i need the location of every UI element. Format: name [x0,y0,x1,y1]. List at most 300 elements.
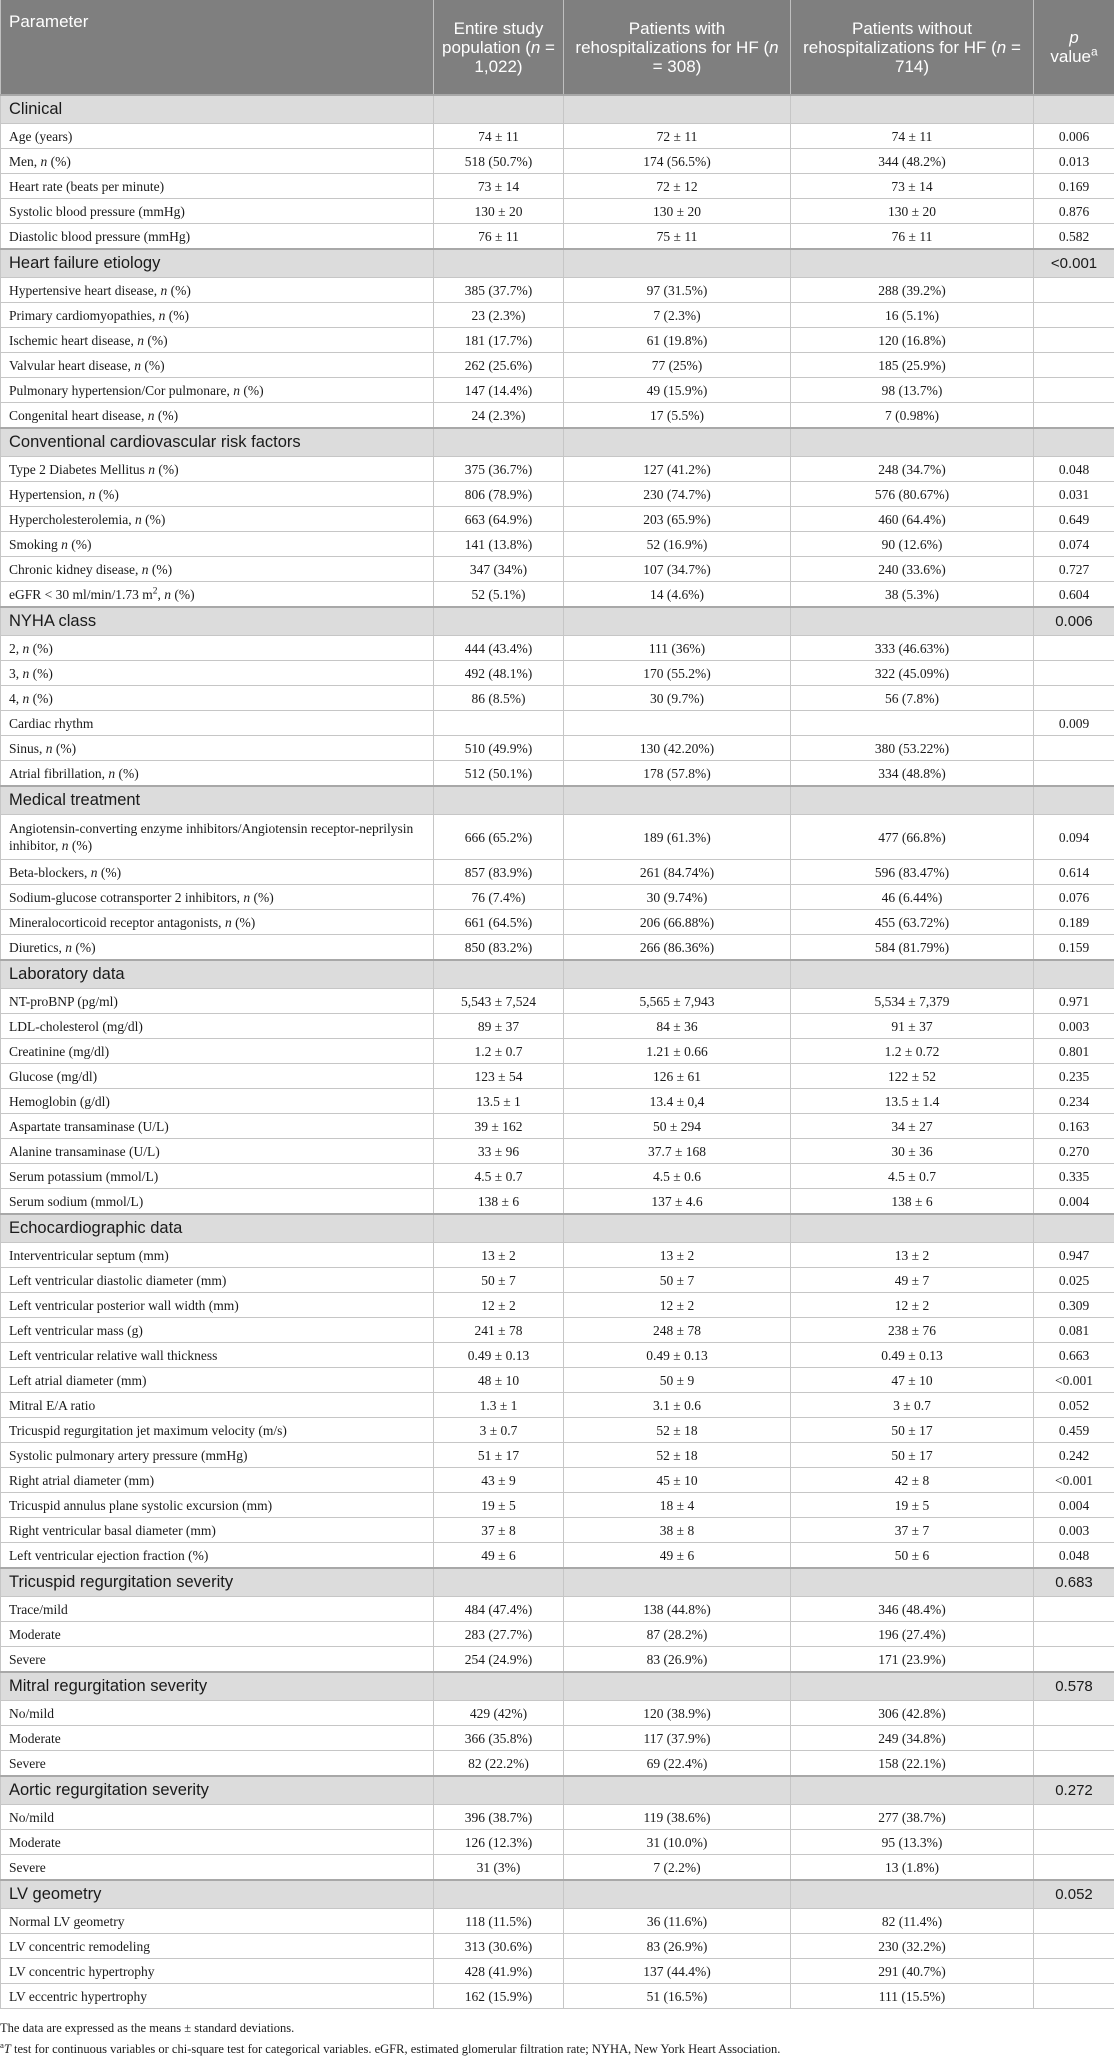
section-p-value [1034,428,1114,457]
with-rehospitalization-cell: 83 (26.9%) [564,1647,791,1673]
section-title: NYHA class [1,607,434,636]
empty-cell [564,95,791,124]
without-rehospitalization-cell: 346 (48.4%) [791,1597,1034,1622]
n-symbol: n [88,486,96,502]
with-rehospitalization-cell: 117 (37.9%) [564,1726,791,1751]
entire-population-cell: 428 (41.9%) [434,1959,564,1984]
without-rehospitalization-cell: 171 (23.9%) [791,1647,1034,1673]
p-value-cell [1034,1909,1114,1934]
p-value-cell [1034,1855,1114,1881]
entire-population-cell: 254 (24.9%) [434,1647,564,1673]
p-value-cell [1034,303,1114,328]
parameter-suffix: (%) [29,665,53,681]
with-rehospitalization-cell: 7 (2.2%) [564,1855,791,1881]
with-rehospitalization-cell: 137 (44.4%) [564,1959,791,1984]
with-rehospitalization-cell: 36 (11.6%) [564,1909,791,1934]
parameter-cell [1,303,434,328]
p-value-cell: 0.003 [1034,1518,1114,1543]
without-rehospitalization-cell: 50 ± 17 [791,1443,1034,1468]
table-row [1,935,1114,961]
parameter-cell [1,1543,434,1569]
p-value-cell: 0.663 [1034,1343,1114,1368]
parameter-label: Creatinine (mg/dl) [9,1043,110,1059]
section-header-row [1,960,1114,989]
p-value-cell: 0.234 [1034,1089,1114,1114]
parameter-cell [1,1751,434,1777]
entire-population-cell: 147 (14.4%) [434,378,564,403]
n-symbol: n [224,914,232,930]
entire-population-cell [434,711,564,736]
without-rehospitalization-cell: 576 (80.67%) [791,482,1034,507]
parameter-cell [1,935,434,961]
table-row [1,1139,1114,1164]
section-title: Tricuspid regurgitation severity [1,1568,434,1597]
with-rehospitalization-cell: 130 (42.20%) [564,736,791,761]
without-rehospitalization-cell: 73 ± 14 [791,174,1034,199]
with-rehospitalization-cell: 45 ± 10 [564,1468,791,1493]
p-value-cell [1034,328,1114,353]
parameter-label: Beta-blockers, [9,864,91,880]
parameter-cell [1,661,434,686]
without-rehospitalization-cell: 240 (33.6%) [791,557,1034,582]
p-value-cell: 0.971 [1034,989,1114,1014]
with-rehospitalization-cell: 126 ± 61 [564,1064,791,1089]
p-value-cell: 0.270 [1034,1139,1114,1164]
without-rehospitalization-cell: 596 (83.47%) [791,860,1034,885]
without-rehospitalization-cell: 90 (12.6%) [791,532,1034,557]
section-title: Clinical [1,95,434,124]
table-row [1,989,1114,1014]
entire-population-cell: 850 (83.2%) [434,935,564,961]
n-symbol: n [134,511,142,527]
empty-cell [564,960,791,989]
without-rehospitalization-cell: 158 (22.1%) [791,1751,1034,1777]
entire-population-cell: 89 ± 37 [434,1014,564,1039]
n-symbol: n [22,665,30,681]
table-row [1,1934,1114,1959]
entire-population-cell: 512 (50.1%) [434,761,564,787]
parameter-cell [1,174,434,199]
empty-cell [564,1214,791,1243]
parameter-label-cont: , [157,586,165,602]
parameter-cell [1,910,434,935]
without-rehospitalization-cell: 322 (45.09%) [791,661,1034,686]
without-rehospitalization-cell: 13.5 ± 1.4 [791,1089,1034,1114]
section-title: Mitral regurgitation severity [1,1672,434,1701]
without-rehospitalization-cell: 120 (16.8%) [791,328,1034,353]
entire-population-cell: 86 (8.5%) [434,686,564,711]
empty-cell [434,607,564,636]
parameter-label: LV concentric hypertrophy [9,1963,155,1979]
parameter-cell [1,1164,434,1189]
parameter-suffix: (%) [231,914,256,930]
with-rehospitalization-cell: 137 ± 4.6 [564,1189,791,1215]
section-p-value: 0.052 [1034,1880,1114,1909]
without-rehospitalization-cell: 138 ± 6 [791,1189,1034,1215]
table-row [1,1543,1114,1569]
p-value-cell: 0.076 [1034,885,1114,910]
without-rehospitalization-cell: 288 (39.2%) [791,278,1034,303]
parameter-cell [1,149,434,174]
entire-population-cell: 82 (22.2%) [434,1751,564,1777]
table-row [1,149,1114,174]
entire-population-cell: 262 (25.6%) [434,353,564,378]
n-symbol: n [134,357,141,373]
parameter-suffix: (%) [141,511,166,527]
entire-population-cell: 48 ± 10 [434,1368,564,1393]
table-row [1,1701,1114,1726]
empty-cell [791,1568,1034,1597]
parameter-label: Primary cardiomyopathies, [9,307,159,323]
with-rehospitalization-cell: 69 (22.4%) [564,1751,791,1777]
header-row [1,0,1114,95]
parameter-label: Cardiac rhythm [9,715,94,731]
with-rehospitalization-cell: 49 (15.9%) [564,378,791,403]
parameter-label: Smoking [9,536,62,552]
n-symbol: n [61,536,68,552]
entire-population-cell: 43 ± 9 [434,1468,564,1493]
with-rehospitalization-cell: 72 ± 11 [564,124,791,149]
with-rehospitalization-cell: 3.1 ± 0.6 [564,1393,791,1418]
entire-population-cell: 51 ± 17 [434,1443,564,1468]
parameter-suffix: (%) [148,561,173,577]
with-rehospitalization-cell: 138 (44.8%) [564,1597,791,1622]
parameter-cell [1,1293,434,1318]
section-p-value: 0.578 [1034,1672,1114,1701]
n-symbol: n [243,889,251,905]
parameter-cell [1,686,434,711]
p-value-cell: 0.947 [1034,1243,1114,1268]
without-rehospitalization-cell: 3 ± 0.7 [791,1393,1034,1418]
parameter-cell [1,1805,434,1830]
without-rehospitalization-cell: 82 (11.4%) [791,1909,1034,1934]
without-rehospitalization-cell: 248 (34.7%) [791,457,1034,482]
parameter-label: Atrial fibrillation, [9,765,109,781]
without-rehospitalization-cell: 91 ± 37 [791,1014,1034,1039]
with-rehospitalization-cell: 203 (65.9%) [564,507,791,532]
with-rehospitalization-cell: 130 ± 20 [564,199,791,224]
empty-cell [434,786,564,815]
table-row [1,1164,1114,1189]
without-rehospitalization-cell: 49 ± 7 [791,1268,1034,1293]
section-title: Conventional cardiovascular risk factors [1,428,434,457]
entire-population-cell: 1.3 ± 1 [434,1393,564,1418]
p-value-cell: 0.309 [1034,1293,1114,1318]
with-rehospitalization-cell: 84 ± 36 [564,1014,791,1039]
without-rehospitalization-cell: 333 (46.63%) [791,636,1034,661]
without-rehospitalization-cell: 230 (32.2%) [791,1934,1034,1959]
parameter-label: Ischemic heart disease, [9,332,138,348]
p-value-cell [1034,1984,1114,2009]
parameter-suffix: (%) [29,640,53,656]
parameter-cell [1,761,434,787]
without-rehospitalization-cell: 334 (48.8%) [791,761,1034,787]
p-value-cell: 0.048 [1034,457,1114,482]
parameter-label: Normal LV geometry [9,1913,125,1929]
with-rehospitalization-cell: 13 ± 2 [564,1243,791,1268]
p-value-cell: 0.048 [1034,1543,1114,1569]
parameter-cell [1,1701,434,1726]
without-rehospitalization-cell: 111 (15.5%) [791,1984,1034,2009]
p-value-cell: 0.004 [1034,1189,1114,1215]
table-body [1,95,1114,2009]
p-value-cell [1034,1647,1114,1673]
empty-cell [434,960,564,989]
with-rehospitalization-cell: 61 (19.8%) [564,328,791,353]
entire-population-cell: 484 (47.4%) [434,1597,564,1622]
section-header-row [1,607,1114,636]
entire-population-cell: 130 ± 20 [434,199,564,224]
empty-cell [434,1214,564,1243]
p-value-cell [1034,378,1114,403]
without-rehospitalization-cell: 196 (27.4%) [791,1622,1034,1647]
parameter-label: Systolic pulmonary artery pressure (mmHg) [9,1447,248,1463]
n-symbol: n [45,740,53,756]
n-symbol: n [233,382,240,398]
with-rehospitalization-cell: 4.5 ± 0.6 [564,1164,791,1189]
p-value-cell [1034,1805,1114,1830]
table-row [1,582,1114,608]
table-row [1,686,1114,711]
p-value-cell: 0.163 [1034,1114,1114,1139]
without-rehospitalization-cell: 47 ± 10 [791,1368,1034,1393]
table-row [1,885,1114,910]
table-row [1,860,1114,885]
parameter-label: Diuretics, [9,939,66,955]
with-rehospitalization-cell: 17 (5.5%) [564,403,791,429]
empty-cell [791,249,1034,278]
table-row [1,1318,1114,1343]
p-value-cell: 0.052 [1034,1393,1114,1418]
parameter-label: Mitral E/A ratio [9,1397,96,1413]
p-value-cell [1034,636,1114,661]
p-value-cell [1034,1726,1114,1751]
without-rehospitalization-cell: 460 (64.4%) [791,507,1034,532]
header-without-rehospitalization: Patients without rehospitalizations for HF (n = 714) [791,0,1034,95]
entire-population-cell: 518 (50.7%) [434,149,564,174]
p-value-cell [1034,736,1114,761]
parameter-cell [1,353,434,378]
footnote-statistical-tests: $^a$T test for continuous variables or chi-square test for categorical variables. eGFR, estimated glomerular filtration rate; NYHA, New York Heart Association. [0,2039,781,2056]
empty-cell [564,1880,791,1909]
parameter-suffix: (%) [67,536,92,552]
parameter-label: No/mild [9,1809,55,1825]
table-row [1,1343,1114,1368]
p-value-cell [1034,1751,1114,1777]
entire-population-cell: 3 ± 0.7 [434,1418,564,1443]
table-row [1,1039,1114,1064]
with-rehospitalization-cell: 206 (66.88%) [564,910,791,935]
entire-population-cell: 49 ± 6 [434,1543,564,1569]
parameter-label: Systolic blood pressure (mmHg) [9,203,185,219]
table-row [1,1393,1114,1418]
parameter-label: Right ventricular basal diameter (mm) [9,1522,216,1538]
parameter-label: Hypercholesterolemia, [9,511,135,527]
parameter-cell [1,457,434,482]
with-rehospitalization-cell: 52 (16.9%) [564,532,791,557]
without-rehospitalization-cell: 5,534 ± 7,379 [791,989,1034,1014]
table-row [1,557,1114,582]
parameter-label: Men, [9,153,41,169]
with-rehospitalization-cell: 119 (38.6%) [564,1805,791,1830]
entire-population-cell: 31 (3%) [434,1855,564,1881]
table-row [1,1089,1114,1114]
n-symbol: n [65,939,72,955]
parameter-label: Pulmonary hypertension/Cor pulmonare, [9,382,234,398]
entire-population-cell: 283 (27.7%) [434,1622,564,1647]
p-value-cell: 0.727 [1034,557,1114,582]
parameter-cell [1,1243,434,1268]
with-rehospitalization-cell: 189 (61.3%) [564,815,791,860]
table-row [1,482,1114,507]
section-header-row [1,249,1114,278]
entire-population-cell: 24 (2.3%) [434,403,564,429]
parameter-cell [1,1647,434,1673]
table-row [1,303,1114,328]
without-rehospitalization-cell: 122 ± 52 [791,1064,1034,1089]
p-value-cell: 0.003 [1034,1014,1114,1039]
section-p-value: 0.683 [1034,1568,1114,1597]
with-rehospitalization-cell: 7 (2.3%) [564,303,791,328]
table-row [1,1959,1114,1984]
entire-population-cell: 50 ± 7 [434,1268,564,1293]
parameter-cell [1,1959,434,1984]
parameter-label: Left ventricular ejection fraction (%) [9,1547,209,1563]
entire-population-cell: 510 (49.9%) [434,736,564,761]
entire-population-cell: 123 ± 54 [434,1064,564,1089]
parameter-label: Alanine transaminase (U/L) [9,1143,160,1159]
parameter-label: Severe [9,1651,46,1667]
table-row [1,636,1114,661]
table-footnotes [0,2013,1114,2057]
section-title: Medical treatment [1,786,434,815]
with-rehospitalization-cell: 170 (55.2%) [564,661,791,686]
empty-cell [791,607,1034,636]
table-row [1,1518,1114,1543]
n-symbol: n [137,332,144,348]
table-row [1,736,1114,761]
with-rehospitalization-cell: 77 (25%) [564,353,791,378]
table-row [1,1751,1114,1777]
p-value-cell: 0.159 [1034,935,1114,961]
parameter-label: No/mild [9,1705,55,1721]
without-rehospitalization-cell: 98 (13.7%) [791,378,1034,403]
without-rehospitalization-cell: 238 ± 76 [791,1318,1034,1343]
with-rehospitalization-cell: 30 (9.7%) [564,686,791,711]
without-rehospitalization-cell: 13 (1.8%) [791,1855,1034,1881]
empty-cell [564,786,791,815]
with-rehospitalization-cell: 13.4 ± 0,4 [564,1089,791,1114]
table-row [1,761,1114,787]
with-rehospitalization-cell: 52 ± 18 [564,1443,791,1468]
parameter-label: Moderate [9,1626,61,1642]
parameter-cell [1,711,434,736]
p-value-cell: 0.169 [1034,174,1114,199]
parameter-cell [1,224,434,250]
entire-population-cell: 39 ± 162 [434,1114,564,1139]
table-row [1,1622,1114,1647]
p-value-cell: 0.031 [1034,482,1114,507]
with-rehospitalization-cell: 111 (36%) [564,636,791,661]
parameter-cell [1,328,434,353]
section-title: Laboratory data [1,960,434,989]
n-symbol: n [22,690,30,706]
table-row [1,507,1114,532]
with-rehospitalization-cell: 51 (16.5%) [564,1984,791,2009]
empty-cell [791,428,1034,457]
parameter-cell [1,1830,434,1855]
parameter-cell [1,1493,434,1518]
without-rehospitalization-cell: 306 (42.8%) [791,1701,1034,1726]
parameter-label: Aspartate transaminase (U/L) [9,1118,169,1134]
parameter-suffix: (%) [143,332,168,348]
n-symbol: n [108,765,116,781]
parameter-suffix: (%) [97,864,122,880]
parameter-suffix: (%) [165,307,189,323]
with-rehospitalization-cell: 50 ± 7 [564,1268,791,1293]
parameter-label: Hypertension, [9,486,89,502]
table-row [1,1830,1114,1855]
empty-cell [434,428,564,457]
parameter-label: Sinus, [9,740,46,756]
table-row [1,1468,1114,1493]
p-value-cell: 0.004 [1034,1493,1114,1518]
without-rehospitalization-cell: 50 ± 6 [791,1543,1034,1569]
with-rehospitalization-cell: 50 ± 294 [564,1114,791,1139]
n-symbol: n [40,153,48,169]
with-rehospitalization-cell: 107 (34.7%) [564,557,791,582]
without-rehospitalization-cell: 95 (13.3%) [791,1830,1034,1855]
parameter-suffix: (%) [239,382,264,398]
empty-cell [434,1776,564,1805]
parameter-cell [1,124,434,149]
parameter-cell [1,532,434,557]
table-row [1,1368,1114,1393]
parameter-label: NT-proBNP (pg/ml) [9,993,118,1009]
empty-cell [791,960,1034,989]
parameter-label: Mineralocorticoid receptor antagonists, [9,914,225,930]
parameter-label: Congenital heart disease, [9,407,148,423]
without-rehospitalization-cell: 185 (25.9%) [791,353,1034,378]
parameter-label: Hypertensive heart disease, [9,282,161,298]
parameter-cell [1,1934,434,1959]
with-rehospitalization-cell: 72 ± 12 [564,174,791,199]
without-rehospitalization-cell: 584 (81.79%) [791,935,1034,961]
p-value-cell: 0.582 [1034,224,1114,250]
without-rehospitalization-cell: 380 (53.22%) [791,736,1034,761]
empty-cell [434,249,564,278]
parameter-label: Left ventricular posterior wall width (mm) [9,1297,239,1313]
parameter-label: Sodium-glucose cotransporter 2 inhibitors, [9,889,244,905]
p-value-cell [1034,761,1114,787]
entire-population-cell: 76 ± 11 [434,224,564,250]
without-rehospitalization-cell: 12 ± 2 [791,1293,1034,1318]
entire-population-cell: 162 (15.9%) [434,1984,564,2009]
parameter-cell [1,507,434,532]
empty-cell [434,1672,564,1701]
parameter-cell [1,1518,434,1543]
with-rehospitalization-cell: 18 ± 4 [564,1493,791,1518]
table-row [1,378,1114,403]
parameter-label: Serum potassium (mmol/L) [9,1168,159,1184]
empty-cell [434,1568,564,1597]
p-value-cell [1034,686,1114,711]
empty-cell [434,95,564,124]
empty-cell [434,1880,564,1909]
p-value-cell [1034,353,1114,378]
empty-cell [564,607,791,636]
entire-population-cell: 444 (43.4%) [434,636,564,661]
